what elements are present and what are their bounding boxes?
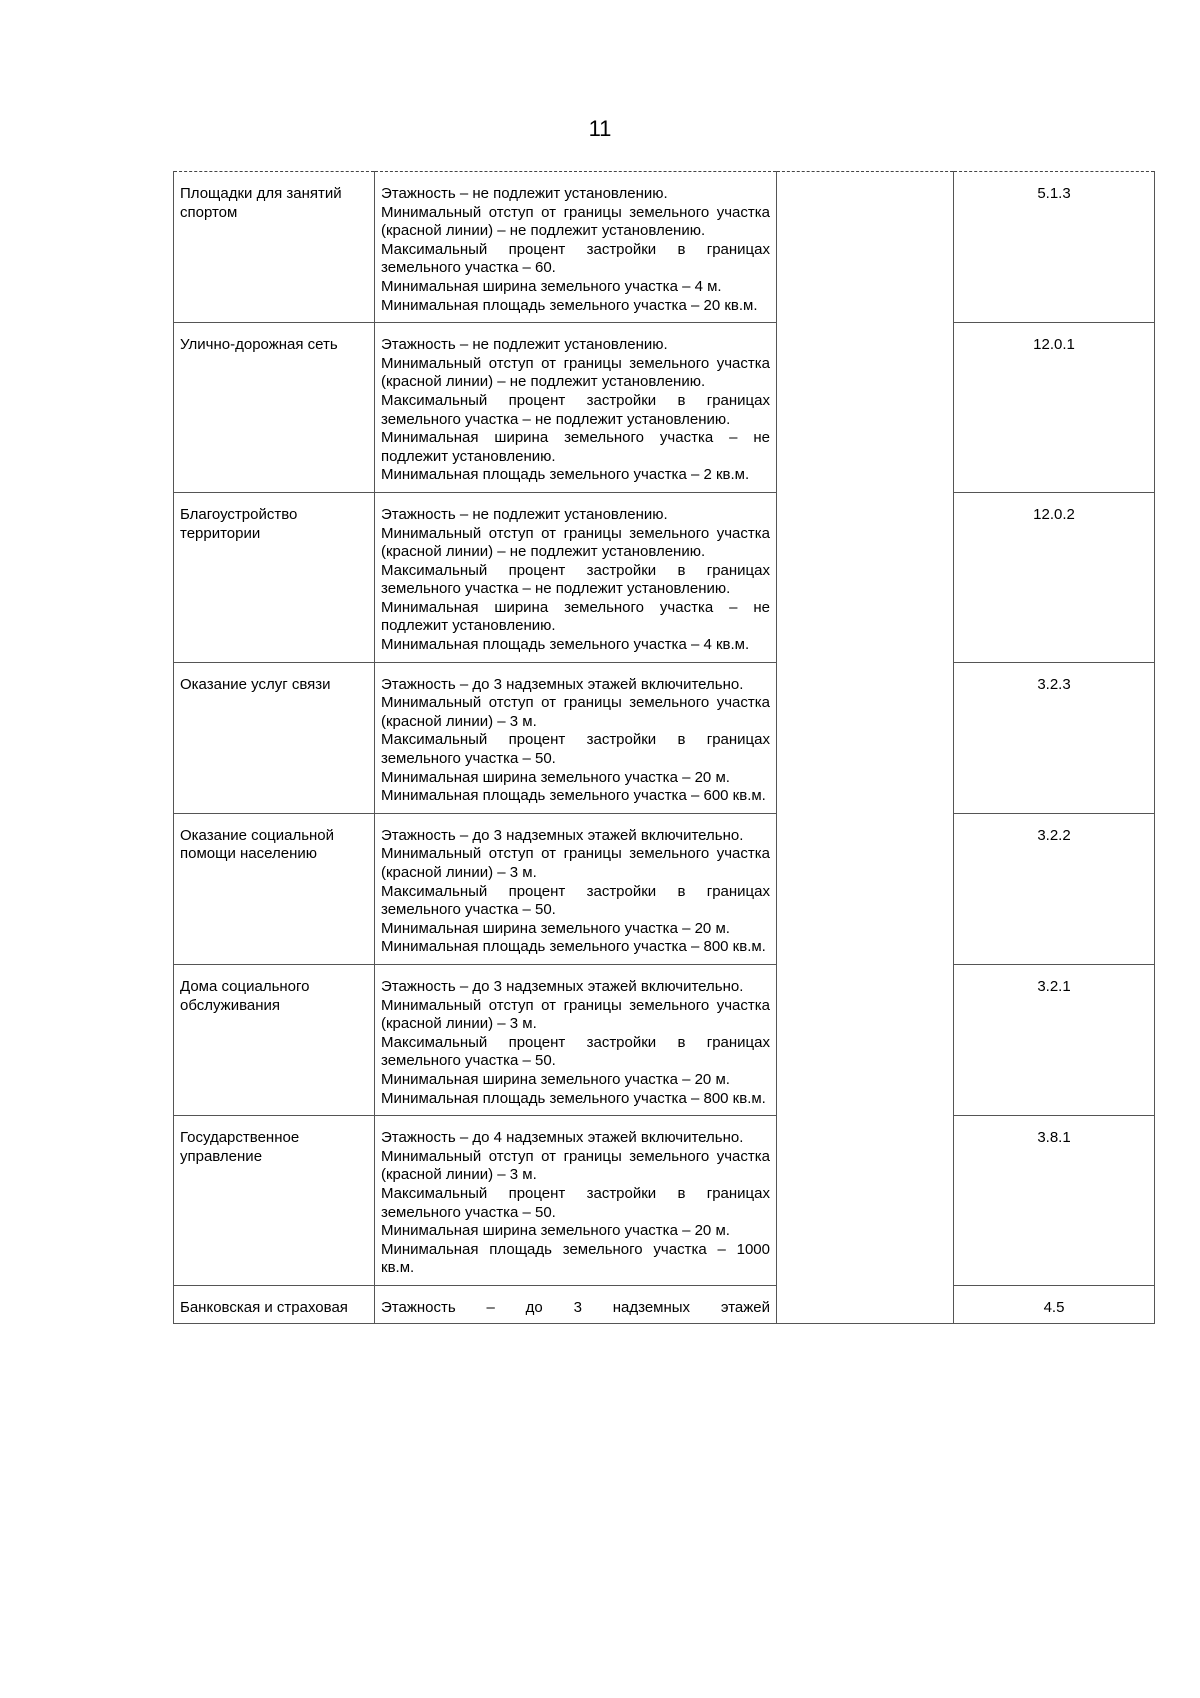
use-code: 3.8.1 [954,1116,1155,1286]
parameter-line: Минимальный отступ от границы земельного участка (красной линии) – 3 м. [381,996,770,1033]
parameter-line: Максимальный процент застройки в границах земельного участка – 60. [381,240,770,277]
parameter-line: Минимальная ширина земельного участка – 4 м. [381,277,722,295]
parameter-line: Этажность – до 4 надземных этажей включительно. [381,1129,744,1147]
land-use-name: Оказание услуг связи [174,662,375,813]
parameter-line: Минимальная площадь земельного участка – 800 кв.м. [381,1089,766,1107]
parameter-line: Минимальная ширина земельного участка – 20 м. [381,1222,730,1240]
land-use-name: Банковская и страховая [174,1285,375,1324]
empty-cell [777,172,954,323]
parameter-line: Этажность – до 3 надземных этажей включительно. [381,977,744,995]
land-use-name: Оказание социальной помощи населению [174,813,375,964]
parameters-cell [375,492,777,662]
use-code: 4.5 [954,1285,1155,1324]
parameters-cell [375,323,777,493]
parameter-line: Минимальная площадь земельного участка – 20 кв.м. [381,296,758,314]
parameter-line: Минимальный отступ от границы земельного участка (красной линии) – 3 м. [381,845,770,881]
parameter-line: Максимальный процент застройки в границах земельного участка – 50. [381,731,770,768]
use-code: 12.0.2 [954,492,1155,662]
empty-cell [777,662,954,813]
empty-cell [777,1116,954,1286]
parameter-line: Минимальная площадь земельного участка – 1000 кв.м. [381,1240,770,1277]
parameter-line: Этажность – до 3 надземных этажей включительно. [381,826,744,844]
use-code: 3.2.3 [954,662,1155,813]
parameters-cell [375,813,777,964]
parameter-line: Минимальная ширина земельного участка – 20 м. [381,1070,730,1088]
table-row [174,172,1155,323]
parameters-cell [375,1116,777,1286]
parameter-line: Этажность – не подлежит установлению. [381,336,668,354]
land-use-name: Улично-дорожная сеть [174,323,375,493]
empty-cell [777,964,954,1115]
parameter-line: Максимальный процент застройки в границах земельного участка – 50. [381,1184,770,1221]
table-row [174,323,1155,493]
parameter-line: Минимальная площадь земельного участка – 600 кв.м. [381,787,766,805]
empty-cell [777,1285,954,1324]
parameter-line: Этажность – не подлежит установлению. [381,505,668,523]
parameter-line: Минимальный отступ от границы земельного участка (красной линии) – 3 м. [381,1147,770,1184]
parameters-cell [375,1285,777,1324]
parameter-line: Максимальный процент застройки в границах земельного участка – 50. [381,882,770,919]
empty-cell [777,813,954,964]
parameter-line: Этажность – до 3 надземных этажей включительно. [381,675,744,693]
parameter-line: Максимальный процент застройки в границах земельного участка – не подлежит установлению. [381,391,770,428]
parameter-line: Минимальная площадь земельного участка – 800 кв.м. [381,938,766,956]
parameter-line: Минимальная ширина земельного участка – 20 м. [381,919,730,937]
parameter-line: Минимальный отступ от границы земельного участка (красной линии) – не подлежит установлению. [381,203,770,240]
empty-cell [777,323,954,493]
land-use-name: Государственное управление [174,1116,375,1286]
parameter-line: Максимальный процент застройки в границах земельного участка – 50. [381,1033,770,1070]
table-row [174,964,1155,1115]
use-code: 3.2.1 [954,964,1155,1115]
page-number: 11 [588,116,612,141]
table-row [174,1116,1155,1286]
land-use-name: Площадки для занятий спортом [174,172,375,323]
regulations-table [173,171,1155,1324]
parameters-cell [375,964,777,1115]
parameter-line: Минимальная площадь земельного участка – 4 кв.м. [381,636,750,654]
empty-cell [777,492,954,662]
parameter-line: Минимальная ширина земельного участка – 20 м. [381,768,730,786]
parameter-line: Минимальная площадь земельного участка – 2 кв.м. [381,466,750,484]
parameter-line: Минимальный отступ от границы земельного участка (красной линии) – не подлежит установлению. [381,354,770,391]
parameter-line: Этажность – до 3 надземных этажей [381,1298,770,1316]
land-use-name: Дома социального обслуживания [174,964,375,1115]
parameter-line: Этажность – не подлежит установлению. [381,185,668,202]
parameter-line: Максимальный процент застройки в границах земельного участка – не подлежит установлению. [381,561,770,598]
table-row [174,662,1155,813]
parameters-cell [375,662,777,813]
parameter-line: Минимальный отступ от границы земельного участка (красной линии) – 3 м. [381,694,770,730]
table-row [174,813,1155,964]
use-code: 5.1.3 [954,172,1155,323]
parameter-line: Минимальная ширина земельного участка – не подлежит установлению. [381,598,770,635]
parameter-line: Минимальный отступ от границы земельного участка (красной линии) – не подлежит установлению. [381,524,770,561]
parameter-line: Минимальная ширина земельного участка – не подлежит установлению. [381,429,770,465]
parameters-cell [375,172,777,323]
use-code: 12.0.1 [954,323,1155,493]
use-code: 3.2.2 [954,813,1155,964]
table-row [174,1285,1155,1324]
land-use-name: Благоустройство территории [174,492,375,662]
table-row [174,492,1155,662]
